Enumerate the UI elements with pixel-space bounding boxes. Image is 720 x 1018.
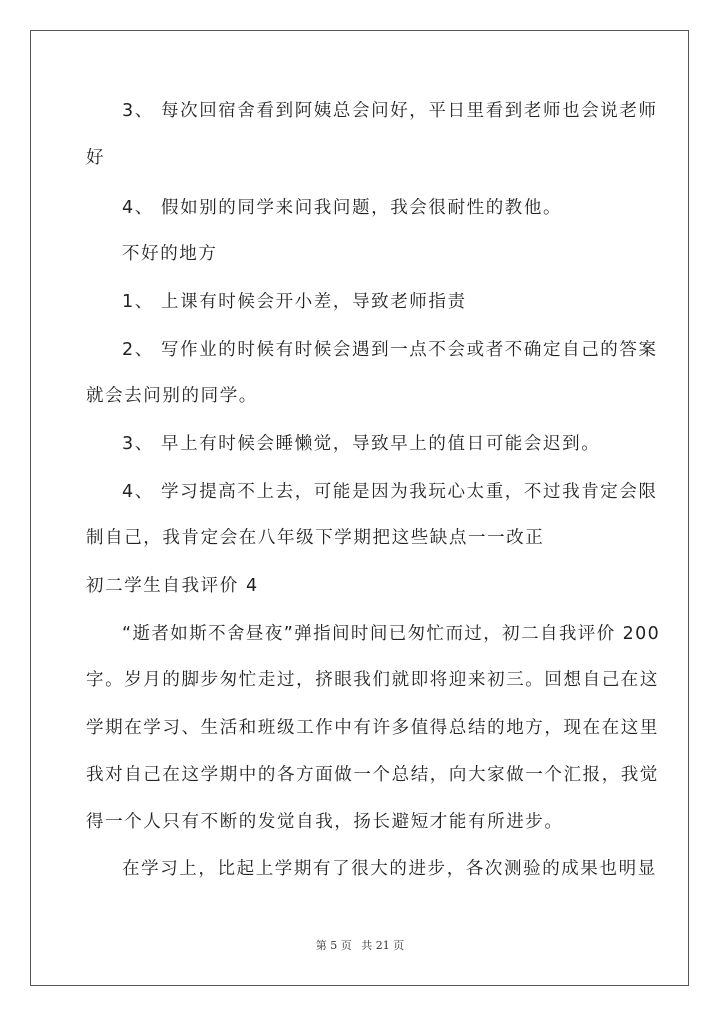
page-number: 第 5 页 <box>315 939 352 952</box>
section-heading-shortcomings: 不好的地方 <box>122 244 218 264</box>
page-total: 共 21 页 <box>361 939 405 952</box>
text-line-15: 我对自己在这学期中的各方面做一个总结，向大家做一个汇报，我觉 <box>86 765 659 785</box>
page-border <box>30 30 689 986</box>
text-line-16: 得一个人只有不断的发觉自我，扬长避短才能有所进步。 <box>86 812 564 832</box>
text-line-12: “逝者如斯不舍昼夜”弹指间时间已匆忙而过，初二自我评价 200 <box>122 624 661 644</box>
text-line-14: 学期在学习、生活和班级工作中有许多值得总结的地方，现在在这里 <box>86 718 659 738</box>
text-line-17: 在学习上，比起上学期有了很大的进步，各次测验的成果也明显 <box>122 859 657 879</box>
text-line-8: 3、 早上有时候会睡懒觉，导致早上的值日可能会迟到。 <box>122 434 601 454</box>
text-line-2: 好 <box>86 148 106 168</box>
text-line-7: 就会去问别的同学。 <box>86 386 258 406</box>
text-line-3: 4、 假如别的同学来问我问题，我会很耐性的教他。 <box>122 198 563 218</box>
text-line-1: 3、 每次回宿舍看到阿姨总会问好，平日里看到老师也会说老师 <box>122 101 658 121</box>
page-footer <box>0 937 720 953</box>
text-line-5: 1、 上课有时候会开小差，导致老师指责 <box>122 292 467 312</box>
text-line-10: 制自己，我肯定会在八年级下学期把这些缺点一一改正 <box>86 528 545 548</box>
section-title: 初二学生自我评价 4 <box>86 576 259 596</box>
text-line-13: 字。岁月的脚步匆忙走过，挤眼我们就即将迎来初三。回想自己在这 <box>86 670 659 690</box>
text-line-6: 2、 写作业的时候有时候会遇到一点不会或者不确定自己的答案 <box>122 340 658 360</box>
text-line-9: 4、 学习提高不上去，可能是因为我玩心太重，不过我肯定会限 <box>122 482 658 502</box>
